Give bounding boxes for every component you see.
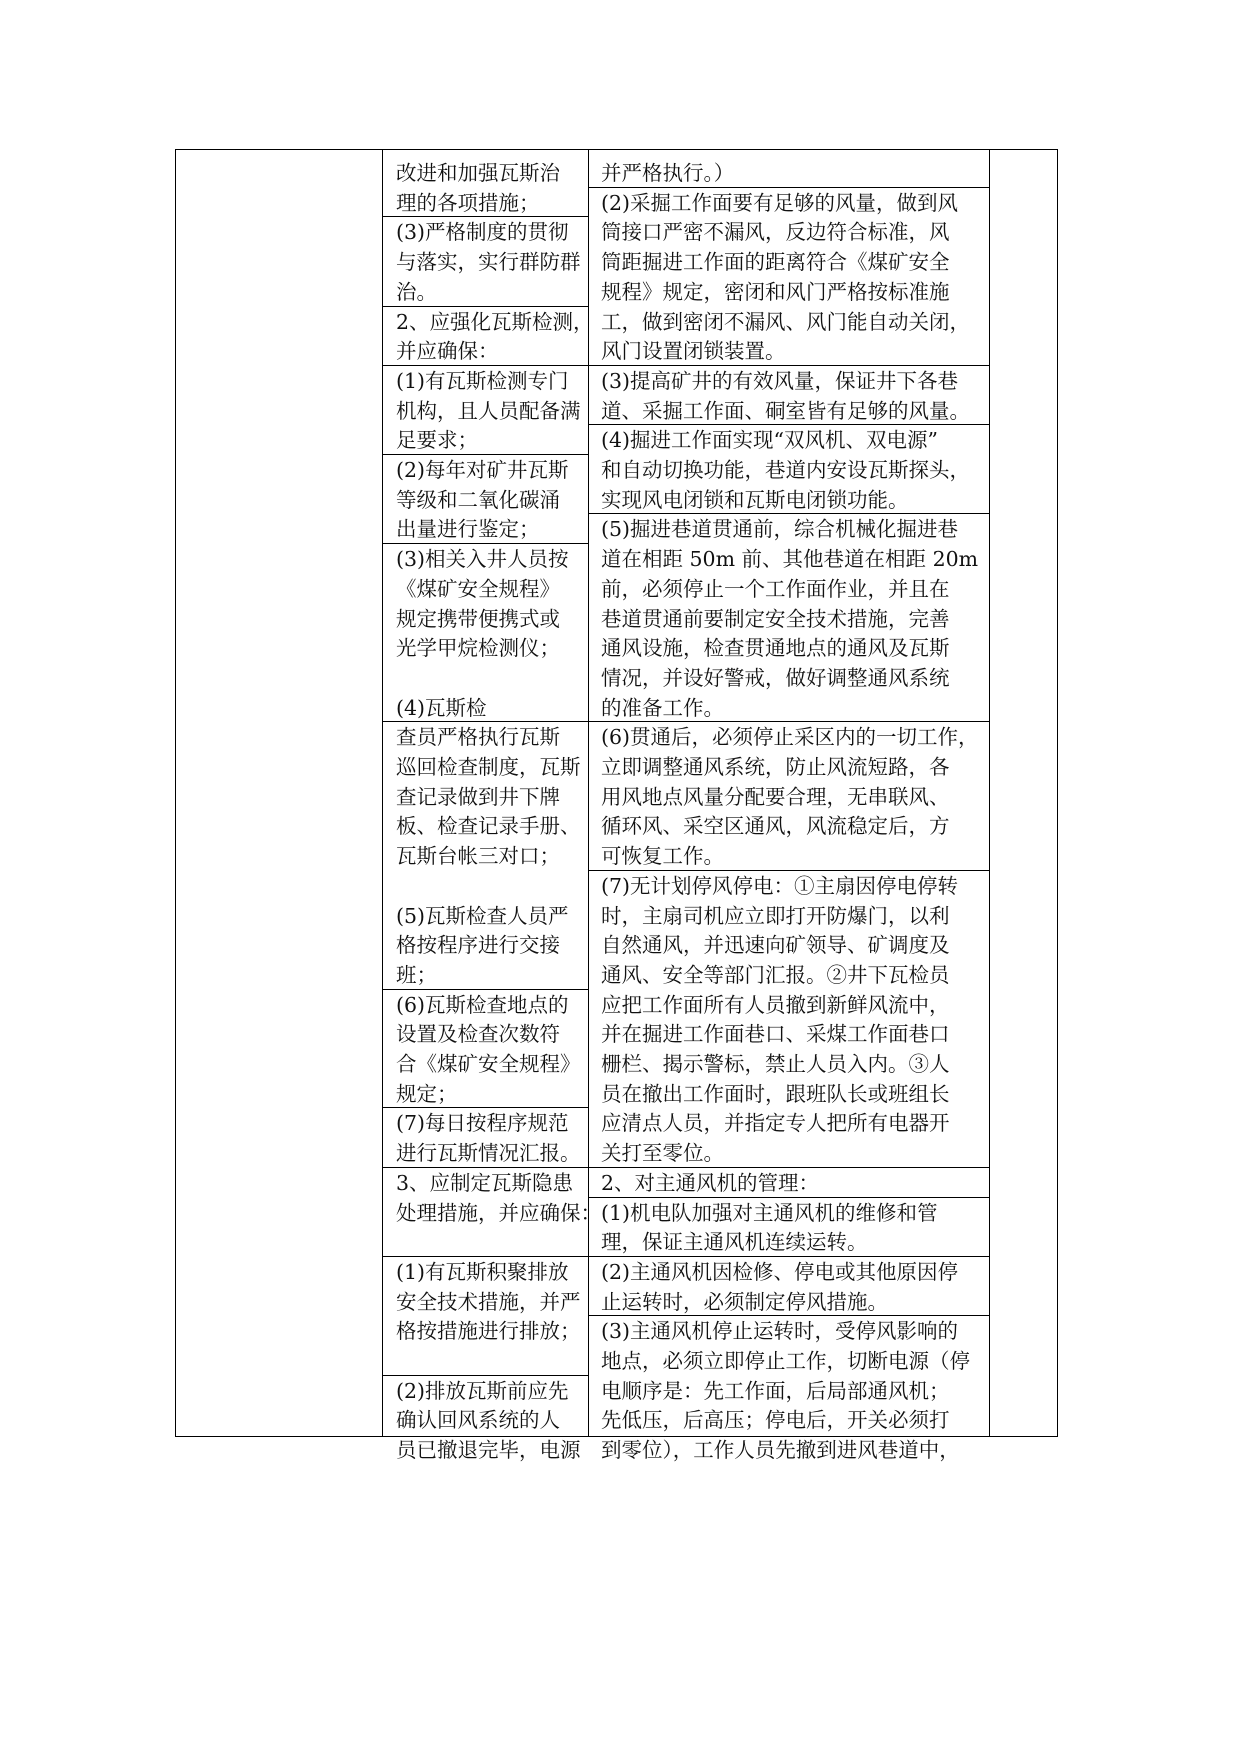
text-line: 《煤矿安全规程》 [396, 576, 560, 601]
text-line: 时，主扇司机应立即打开防爆门，以利 [601, 903, 950, 928]
text-line: 筒距掘进工作面的距离符合《煤矿安全 [601, 250, 950, 275]
text-line: 设置及检查次数符 [396, 1022, 560, 1047]
text-line: (6)贯通后，必须停止采区内的一切工作， [601, 725, 979, 750]
text-line: (2)采掘工作面要有足够的风量，做到风 [601, 190, 959, 215]
row-divider [588, 513, 989, 514]
text-line: 2、对主通风机的管理： [601, 1170, 820, 1195]
text-line: 的准备工作。 [601, 695, 724, 720]
text-line: 安全技术措施，并严 [396, 1289, 581, 1314]
text-line: 改进和加强瓦斯治 [396, 161, 560, 185]
text-line: 格按措施进行排放； [396, 1319, 581, 1344]
text-line: 道在相距 50m 前、其他巷道在相距 20m [601, 547, 979, 572]
text-line: 工，做到密闭不漏风、风门能自动关闭， [601, 309, 970, 334]
text-line: 到零位），工作人员先撤到进风巷道中， [601, 1438, 960, 1463]
row-divider [382, 216, 588, 217]
row-divider [382, 1256, 588, 1257]
text-line: 先低压，后高压；停电后，开关必须打 [601, 1408, 950, 1433]
text-line: 员在撤出工作面时，跟班队长或班组长 [601, 1081, 950, 1106]
text-line: 前，必须停止一个工作面作业，并且在 [601, 576, 950, 601]
text-line: 实现风电闭锁和瓦斯电闭锁功能。 [601, 487, 909, 512]
text-line: 出量进行鉴定； [396, 517, 540, 542]
text-line: 板、检查记录手册、 [396, 814, 581, 839]
text-line: 巡回检查制度，瓦斯 [396, 755, 581, 779]
column-divider [588, 150, 589, 1436]
row-divider [588, 365, 989, 366]
text-line: 进行瓦斯情况汇报。 [396, 1141, 581, 1166]
row-divider [588, 1315, 989, 1316]
row-divider [382, 1375, 588, 1376]
text-line: (1)机电队加强对主通风机的维修和管 [601, 1200, 938, 1225]
row-divider [588, 187, 989, 188]
text-line: (5)掘进巷道贯通前，综合机械化掘进巷 [601, 517, 959, 542]
text-line: 规定携带便携式或 [396, 606, 560, 631]
text-line: 通风、安全等部门汇报。②井下瓦检员 [601, 962, 950, 987]
text-line: 电顺序是：先工作面，后局部通风机； [601, 1378, 950, 1403]
text-line: 合《煤矿安全规程》 [396, 1052, 581, 1076]
text-line: 可恢复工作。 [601, 844, 724, 869]
text-line: 自然通风，并迅速向矿领导、矿调度及 [601, 933, 950, 958]
text-line: (4)掘进工作面实现“双风机、双电源” [601, 428, 938, 453]
column-divider [382, 150, 383, 1436]
text-line: 道、采掘工作面、硐室皆有足够的风量。 [601, 398, 970, 423]
text-line: 规定； [396, 1081, 458, 1106]
text-line: (3)主通风机停止运转时，受停风影响的 [601, 1319, 959, 1344]
row-divider [382, 721, 588, 722]
text-line: 班； [396, 962, 437, 987]
row-divider [382, 365, 588, 366]
text-line: 和自动切换功能，巷道内安设瓦斯探头， [601, 458, 970, 482]
text-line: 关打至零位。 [601, 1141, 724, 1166]
text-line: 立即调整通风系统，防止风流短路，各 [601, 755, 950, 779]
text-line: 治。 [396, 279, 437, 304]
text-line: 足要求； [396, 428, 478, 453]
text-line: 应把工作面所有人员撤到新鲜风流中， [601, 992, 950, 1017]
text-line: 应清点人员，并指定专人把所有电器开 [601, 1111, 950, 1136]
row-divider [588, 1197, 989, 1198]
row-divider [382, 454, 588, 455]
text-line: 2、应强化瓦斯检测， [396, 309, 594, 334]
text-line: 并应确保： [396, 339, 499, 364]
text-line: 规程》规定，密闭和风门严格按标准施 [601, 279, 950, 304]
text-line: 确认回风系统的人 [396, 1408, 560, 1433]
row-divider [588, 1256, 989, 1257]
row-divider [382, 543, 588, 544]
content-table [175, 149, 1058, 1463]
text-line: 地点，必须立即停止工作，切断电源（停 [601, 1349, 970, 1373]
text-line: 光学甲烷检测仪； [396, 636, 560, 661]
text-line: 巷道贯通前要制定安全技术措施，完善 [601, 606, 950, 631]
row-divider [588, 424, 989, 425]
text-line: 理的各项措施； [396, 190, 540, 215]
text-line: 风门设置闭锁装置。 [601, 339, 786, 364]
text-line: 格按程序进行交接 [396, 933, 560, 958]
text-line: 瓦斯台帐三对口； [396, 844, 560, 869]
text-line: (1)有瓦斯检测专门 [396, 368, 569, 393]
text-line: (3)相关入井人员按 [396, 547, 569, 572]
text-line: 用风地点风量分配要合理，无串联风、 [601, 784, 950, 809]
text-line: 止运转时，必须制定停风措施。 [601, 1289, 888, 1314]
text-line: (2)主通风机因检修、停电或其他原因停 [601, 1259, 959, 1284]
text-line: (5)瓦斯检查人员严 [396, 903, 569, 928]
text-line: 等级和二氧化碳涌 [396, 487, 560, 512]
text-line: (7)无计划停风停电：①主扇因停电停转 [601, 873, 959, 898]
text-line: 机构，且人员配备满 [396, 398, 581, 423]
text-line: 栅栏、揭示警标，禁止人员入内。③人 [601, 1052, 950, 1076]
row-divider [588, 721, 989, 722]
text-line: (4)瓦斯检 [396, 695, 487, 720]
column-divider [989, 150, 990, 1436]
text-line: 理，保证主通风机连续运转。 [601, 1230, 868, 1255]
text-line: 情况，并设好警戒，做好调整通风系统 [601, 665, 950, 690]
row-divider [382, 989, 588, 990]
text-line: (2)每年对矿井瓦斯 [396, 458, 569, 482]
row-divider [382, 1107, 588, 1108]
text-line: (6)瓦斯检查地点的 [396, 992, 569, 1017]
row-divider [588, 870, 989, 871]
row-divider [588, 1167, 989, 1168]
text-line: 筒接口严密不漏风，反边符合标准，风 [601, 220, 950, 245]
text-line: 查员严格执行瓦斯 [396, 725, 560, 750]
row-divider [382, 1167, 588, 1168]
text-line: 与落实，实行群防群 [396, 250, 581, 275]
text-line: 并在掘进工作面巷口、采煤工作面巷口 [601, 1022, 950, 1047]
text-line: (3)提高矿井的有效风量，保证井下各巷 [601, 368, 959, 393]
text-line: 3、应制定瓦斯隐患 [396, 1170, 574, 1195]
text-line: 查记录做到井下牌 [396, 784, 560, 809]
text-line: (3)严格制度的贯彻 [396, 220, 569, 245]
text-line: (7)每日按程序规范 [396, 1111, 569, 1136]
text-line: 循环风、采空区通风，风流稳定后，方 [601, 814, 950, 839]
text-line: (1)有瓦斯积聚排放 [396, 1259, 569, 1284]
row-divider [382, 306, 588, 307]
text-line: 处理措施，并应确保： [396, 1200, 601, 1225]
text-line: (2)排放瓦斯前应先 [396, 1378, 569, 1403]
text-line: 通风设施，检查贯通地点的通风及瓦斯 [601, 636, 950, 661]
text-line: 并严格执行。） [601, 161, 735, 185]
text-line: 员已撤退完毕，电源 [396, 1438, 581, 1463]
